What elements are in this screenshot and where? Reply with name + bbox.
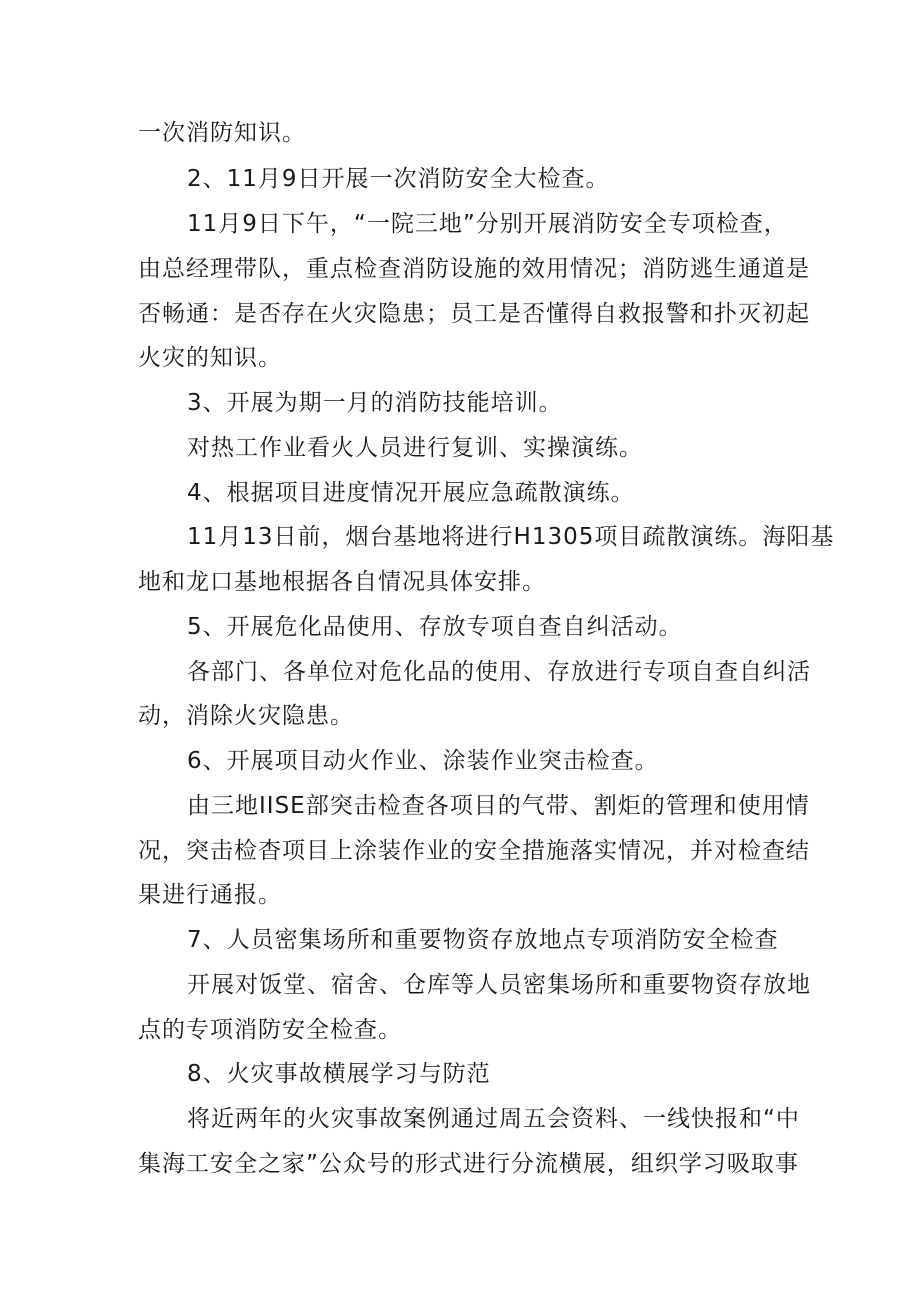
text-line: 一次消防知识。 <box>138 120 306 146</box>
text-line: 动，消除火灾隐患。 <box>138 703 354 729</box>
section-heading-5: 5、开展危化品使用、存放专项自查自纠活动。 <box>187 614 683 640</box>
text-line: 否畅通：是否存在火灾隐患；员工是否懂得自救报警和扑灭初起 <box>138 301 810 327</box>
text-line: 对热工作业看火人员进行复训、实操演练。 <box>187 435 643 461</box>
text-line: 火灾的知识。 <box>138 345 282 371</box>
section-heading-4: 4、根据项目进度情况开展应急疏散演练。 <box>187 480 635 506</box>
text-line: 况，突击检杳项目上涂装作业的安全措施落实情况，并对检查结 <box>138 838 810 864</box>
text-line: 将近两年的火灾事故案例通过周五会资料、一线快报和“中 <box>187 1106 800 1132</box>
section-heading-7: 7、人员密集场所和重要物资存放地点专项消防安全检查 <box>187 927 779 953</box>
text-line: 开展对饭堂、宿舍、仓库等人员密集场所和重要物资存放地 <box>187 972 811 998</box>
text-line: 11月13日前，烟台基地将进行H1305项目疏散演练。海阳基 <box>187 524 835 550</box>
section-heading-8: 8、火灾事故横展学习与防范 <box>187 1061 491 1087</box>
text-line: 由三地IISE部突击检查各项目的气带、割炬的管理和使用情 <box>187 793 810 819</box>
text-line: 地和龙口基地根据各自情况具体安排。 <box>138 569 546 595</box>
section-heading-6: 6、开展项目动火作业、涂装作业突击检查。 <box>187 748 659 774</box>
section-heading-3: 3、开展为期一月的消防技能培训。 <box>187 390 563 416</box>
text-line: 11月9日下午，“一院三地”分别开展消防安全专项检查， <box>187 211 788 237</box>
text-line: 各部门、各单位对危化品的使用、存放进行专项自查自纠活 <box>187 659 811 685</box>
text-line: 由总经理带队，重点检查消防设施的效用情况；消防逃生通道是 <box>138 256 810 282</box>
text-line: 果进行通报。 <box>138 882 282 908</box>
text-line: 集海工安全之家”公众号的形式进行分流横展，组织学习吸取事 <box>138 1151 799 1177</box>
section-heading-2: 2、11月9日开展一次消防安全大检查。 <box>187 166 610 192</box>
text-line: 点的专项消防安全检查。 <box>138 1017 402 1043</box>
